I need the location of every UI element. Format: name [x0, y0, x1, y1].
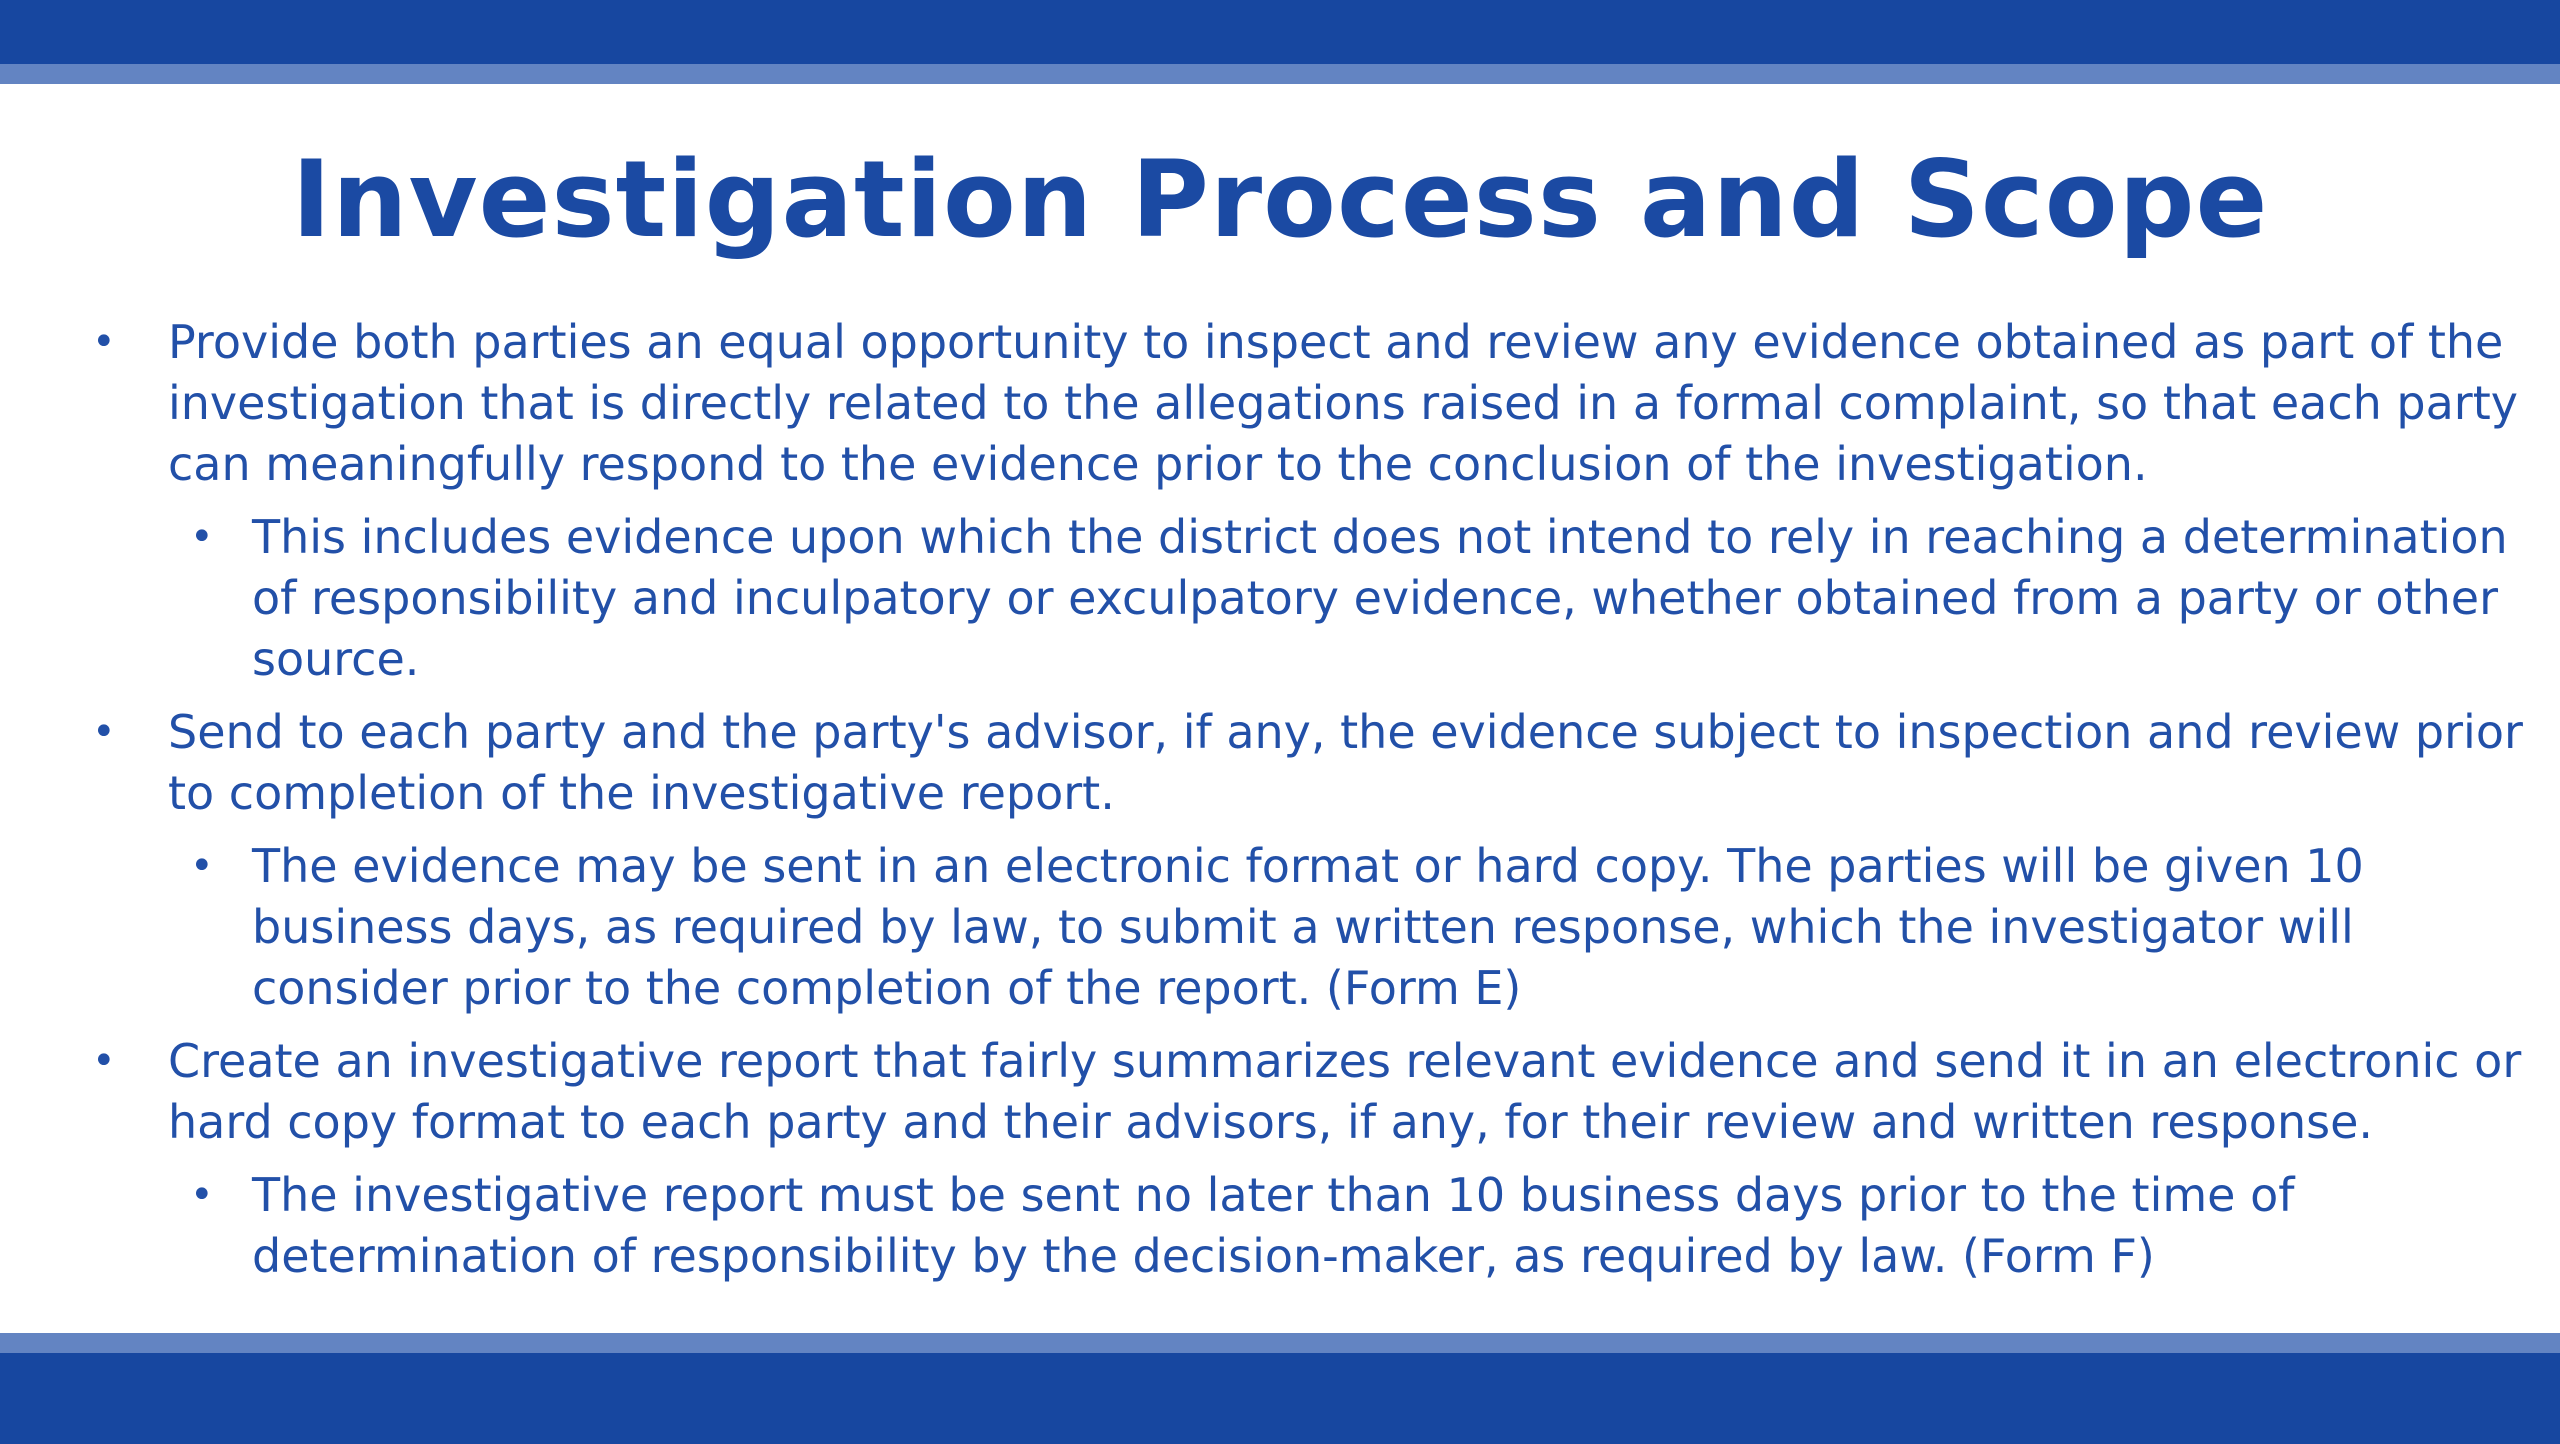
bottom-band-light: [0, 1333, 2560, 1353]
top-band-light: [0, 64, 2560, 84]
bullet-item-2: [92, 702, 2528, 824]
bullet-text: The investigative report must be sent no later than 10 business days prior to the time of determination of responsibility by the decision-maker, as required by law. (Form F): [252, 1168, 2295, 1283]
bullet-text: Send to each party and the party's advisor, if any, the evidence subject to inspection and review prior to completion of the investigative report.: [168, 705, 2523, 820]
bullet-dot-icon: •: [92, 1038, 116, 1084]
bullet-list: [0, 312, 2560, 1287]
bullet-text: The evidence may be sent in an electronic format or hard copy. The parties will be given 10 business days, as required by law, to submit a written response, which the investigator will consider prior to the completion of the report. (Form E): [252, 839, 2364, 1015]
sub-bullet-item-1: [190, 507, 2512, 690]
bottom-band-dark: [0, 1353, 2560, 1444]
bullet-text: This includes evidence upon which the district does not intend to rely in reaching a determination of responsibility and inculpatory or exculpatory evidence, whether obtained from a party or other source.: [252, 510, 2508, 686]
top-band-dark: [0, 0, 2560, 64]
bullet-text: Create an investigative report that fairly summarizes relevant evidence and send it in an electronic or hard copy format to each party and their advisors, if any, for their review and written response.: [168, 1034, 2522, 1149]
bullet-dot-icon: •: [190, 514, 214, 560]
bullet-dot-icon: •: [92, 709, 116, 755]
bullet-item-3: [92, 1031, 2528, 1153]
sub-bullet-item-2: [190, 836, 2512, 1019]
slide-title: Investigation Process and Scope: [291, 138, 2269, 261]
sub-bullet-item-3: [190, 1165, 2512, 1287]
bullet-dot-icon: •: [190, 1172, 214, 1218]
bullet-dot-icon: •: [92, 319, 116, 365]
bullet-item-1: [92, 312, 2528, 495]
bullet-text: Provide both parties an equal opportunity to inspect and review any evidence obtained as part of the investigation that is directly related to the allegations raised in a formal complaint, so that each party can meaningfully respond to the evidence prior to the conclusion of the investigation.: [168, 315, 2518, 491]
bullet-dot-icon: •: [190, 843, 214, 889]
